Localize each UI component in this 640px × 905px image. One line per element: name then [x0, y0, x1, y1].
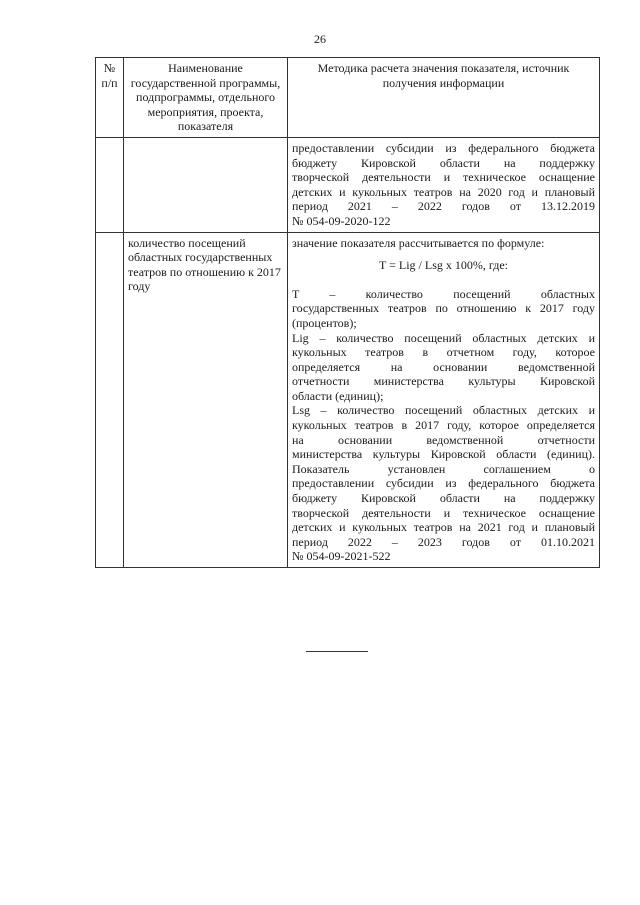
text-line: № 054-09-2021-522 [292, 549, 391, 564]
text-line: кукольных театров в 2017 году, которое определяется [292, 418, 595, 433]
table-header-row [96, 58, 600, 138]
text-line: детских и кукольных театров на 2021 год и плановый [292, 520, 595, 535]
text-line: бюджету Кировской области на поддержку [292, 491, 595, 506]
text-line: Lig – количество посещений областных детских и [292, 330, 595, 345]
page-number: 26 [314, 32, 326, 46]
table-row [96, 232, 600, 567]
text-line: отчетности министерства культуры Кировской [292, 374, 595, 389]
text-line: определяется на основании ведомственной [292, 359, 595, 374]
row1-name [124, 137, 288, 232]
text-line: Lsg – количество посещений областных детских и [292, 403, 595, 418]
text-line: период 2022 – 2023 годов от 01.10.2021 [292, 534, 595, 549]
text-line: министерства культуры Кировской области (единиц). [292, 447, 595, 462]
header-number: № п/п [96, 58, 124, 138]
text-line: предоставлении субсидии из федерального бюджета [292, 140, 595, 155]
row2-method [288, 232, 600, 567]
end-divider [306, 651, 368, 652]
header-name: Наименование государственной программы, подпрограммы, отдельного мероприятия, проекта, показателя [124, 58, 288, 138]
text-line: бюджету Кировской области на поддержку [292, 155, 595, 170]
text-line: № 054-09-2020-122 [292, 213, 391, 228]
header-method: Методика расчета значения показателя, источник получения информации [288, 58, 600, 138]
formula-intro: значение показателя рассчитывается по формуле: [292, 235, 545, 250]
text-line: детских и кукольных театров на 2020 год и плановый [292, 184, 595, 199]
text-line: государственных театров по отношению к 2017 году [292, 301, 595, 316]
row2-number [96, 232, 124, 567]
text-line: творческой деятельности и техническое оснащение [292, 170, 595, 185]
text-line: области (единиц); [292, 388, 384, 403]
row2-name: количество посещений областных государственных театров по отношению к 2017 году [124, 232, 288, 567]
text-line: Показатель установлен соглашением о [292, 461, 595, 476]
table-row [96, 137, 600, 232]
row1-number [96, 137, 124, 232]
formula: T = Lig / Lsg x 100%, где: [379, 258, 508, 273]
text-line: T – количество посещений областных [292, 286, 595, 301]
text-line: (процентов); [292, 315, 357, 330]
text-line: предоставлении субсидии из федерального бюджета [292, 476, 595, 491]
text-line: период 2021 – 2022 годов от 13.12.2019 [292, 199, 595, 214]
text-line: творческой деятельности и техническое оснащение [292, 505, 595, 520]
indicator-table [95, 57, 600, 568]
text-line: на основании ведомственной отчетности [292, 432, 595, 447]
row1-method [288, 137, 600, 232]
text-line: кукольных театров в отчетном году, которое [292, 345, 595, 360]
